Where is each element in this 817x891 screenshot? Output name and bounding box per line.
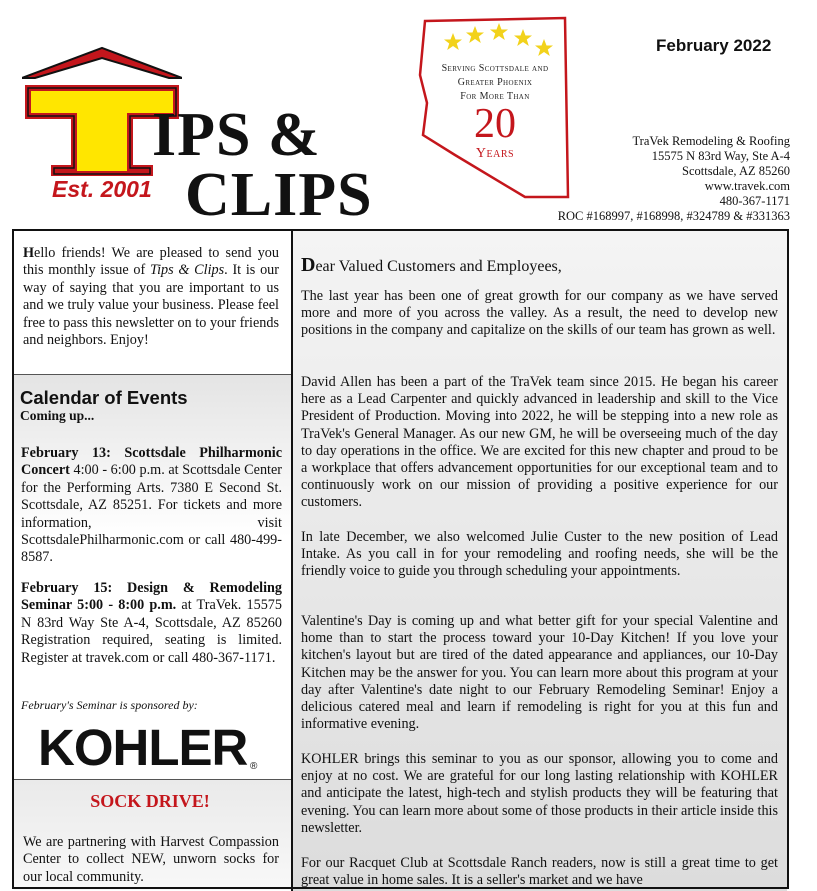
calendar-event — [21, 445, 282, 567]
letter-paragraph: KOHLER brings this seminar to you as our sponsor, allowing you to come and enjoy at no cost. We are grateful for our long lasting relationship with KOHLER and anticipate the latest, high-tech and stylish products they will be featuring that evening. You can learn more about some of those products in their article inside this newsletter. — [301, 751, 778, 836]
letter-paragraph: David Allen has been a part of the TraVek team since 2015. He began his career here as a Lead Carpenter and quickly advanced in leadership and skill to the Vice President of Production. Moving into 2022, he will be stepping into a new role as TraVek's General Manager. As our new GM, he will be overseeing much of the day to day operations in the office. We are excited for this new chapter and proud to be a workplace that offers advancement opportunities for our exceptional team and to continuously work on our mission of providing a positive experience for our customers. — [301, 374, 778, 511]
company-name: TraVek Remodeling & Roofing — [632, 134, 790, 148]
event-details: at TraVek. 15575 N 83rd Way Ste A-4, Scottsdale, AZ 85260 Registration required, seating is limited. Register at travek.com or call 480-367-1171. — [21, 597, 282, 666]
badge-serving-line: Serving Scottsdale and — [441, 63, 549, 74]
masthead-tips: IPS & — [152, 101, 321, 169]
badge-years-number: 20 — [474, 101, 516, 147]
sponsor-label: February's Seminar is sponsored by: — [21, 698, 198, 712]
calendar-subheading: Coming up... — [20, 408, 95, 423]
kohler-logo: KOHLER — [38, 719, 248, 776]
event-title: February 15: Design & Remodeling Seminar 5:00 - 8:00 p.m. — [21, 580, 282, 614]
issue-date: February 2022 — [656, 36, 772, 55]
company-roc-numbers: ROC #168997, #168998, #324789 & #331363 — [557, 209, 790, 223]
tips-and-clips-logo — [22, 46, 382, 229]
badge-region-line: Greater Phoenix — [457, 77, 533, 88]
calendar-heading: Calendar of Events — [20, 387, 188, 408]
letter-paragraph: Valentine's Day is coming up and what better gift for your special Valentine and home than to start the process toward your 10-Day Kitchen! If you love your kitchen's layout but are tired of the dated appearance and appliances, our 10-Day Kitchen may be the answer for you. You can learn more about this program at your day after Valentine's date night to our February Remodeling Seminar! Enjoy a delicious catered meal and learn if remodeling is right for you at this fun and informative evening. — [301, 613, 778, 733]
company-city: Scottsdale, AZ 85260 — [682, 164, 790, 178]
calendar-event — [21, 580, 282, 667]
letter-paragraph: For our Racquet Club at Scottsdale Ranch readers, now is still a great time to get great value in home sales. It is a seller's market and we have — [301, 855, 778, 889]
sock-drive-title: SOCK DRIVE! — [90, 791, 210, 811]
badge-for-more-than: For More Than — [460, 91, 530, 102]
event-title: February 13: Scottsdale Philharmonic Concert — [21, 445, 282, 479]
company-website-link[interactable]: www.travek.com — [704, 179, 790, 193]
letter-salutation: Dear Valued Customers and Employees, — [301, 254, 562, 276]
badge-years-label: Years — [475, 146, 515, 161]
sock-drive-text: We are partnering with Harvest Compassion Center to collect NEW, unworn socks for our local community. — [23, 834, 279, 885]
letter-paragraph: In late December, we also welcomed Julie Custer to the new position of Lead Intake. As you call in for your remodeling and roofing needs, she will be the friendly voice to guide you through scheduling your appointments. — [301, 529, 778, 580]
greeting-initial: H — [23, 245, 35, 261]
registered-mark: ® — [250, 761, 258, 772]
established-year: Est. 2001 — [52, 176, 152, 202]
event-details: 4:00 - 6:00 p.m. at Scottsdale Center for the Performing Arts. 7380 E Second St. Scottsdale, AZ 85251. For tickets and more information, visit ScottsdalePhilharmonic.com or call 480-499-8587. — [21, 462, 282, 566]
company-phone: 480-367-1171 — [719, 194, 790, 208]
company-street: 15575 N 83rd Way, Ste A-4 — [651, 149, 790, 163]
letter-paragraph: The last year has been one of great growth for our company as we have served more and more of you across the valley. As a result, the need to develop new positions in the company and capitalize on the skills of our team has grown as well. — [301, 288, 778, 339]
greeting-paragraph: Hello friends! We are pleased to send you this monthly issue of Tips & Clips. It is our way of saying that you are important to us and we truly value your business. Please feel free to pass this newsletter on to your friends and neighbors. Enjoy! — [23, 245, 279, 349]
masthead-clips: CLIPS — [185, 161, 373, 229]
